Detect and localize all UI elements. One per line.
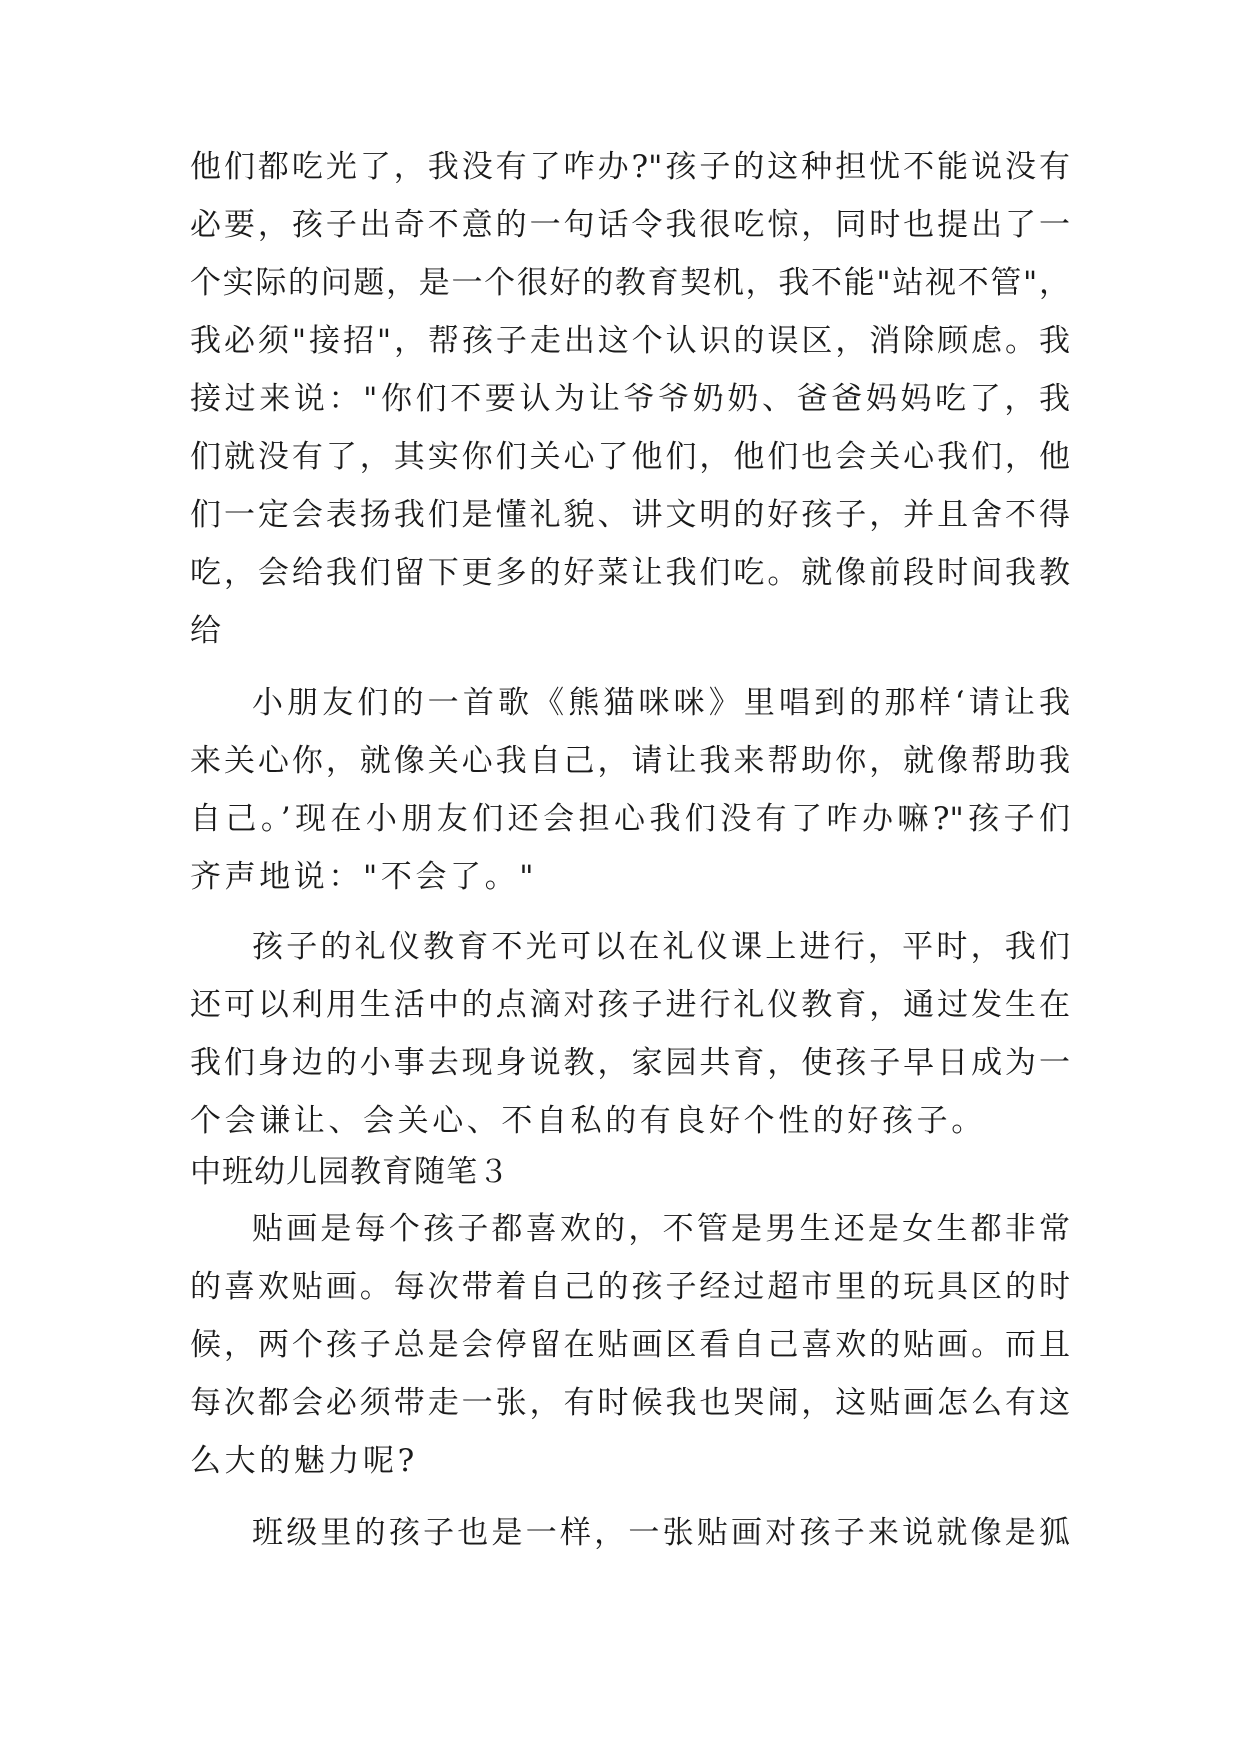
paragraph-line: 吃，会给我们留下更多的好菜让我们吃。就像前段时间我教 xyxy=(190,555,1070,591)
paragraph-line: 我们身边的小事去现身说教，家园共育，使孩子早日成为一 xyxy=(190,1045,1070,1081)
paragraph-first-line: 贴画是每个孩子都喜欢的，不管是男生还是女生都非常 xyxy=(252,1211,1070,1247)
paragraph-line: 他们都吃光了，我没有了咋办?"孩子的这种担忧不能说没有 xyxy=(190,149,1070,185)
paragraph-first-line: 小朋友们的一首歌《熊猫咪咪》里唱到的那样‘请让我 xyxy=(252,685,1070,721)
paragraph-line: 还可以利用生活中的点滴对孩子进行礼仪教育，通过发生在 xyxy=(190,987,1070,1023)
paragraph-line: 齐声地说："不会了。" xyxy=(190,859,538,895)
paragraph-line: 的喜欢贴画。每次带着自己的孩子经过超市里的玩具区的时 xyxy=(190,1269,1070,1305)
paragraph-line: 么大的魅力呢? xyxy=(190,1443,418,1479)
paragraph-line: 接过来说："你们不要认为让爷爷奶奶、爸爸妈妈吃了，我 xyxy=(190,381,1070,417)
paragraph-line: 来关心你，就像关心我自己，请让我来帮助你，就像帮助我 xyxy=(190,743,1070,779)
paragraph-first-line: 班级里的孩子也是一样，一张贴画对孩子来说就像是狐 xyxy=(252,1515,1070,1551)
paragraph-line: 个实际的问题，是一个很好的教育契机，我不能"站视不管"， xyxy=(190,265,1070,301)
section-heading: 中班幼儿园教育随笔３ xyxy=(190,1154,510,1190)
paragraph-line: 们就没有了，其实你们关心了他们，他们也会关心我们，他 xyxy=(190,439,1070,475)
paragraph-line: 给 xyxy=(190,613,225,649)
paragraph-line: 我必须"接招"，帮孩子走出这个认识的误区，消除顾虑。我 xyxy=(190,323,1070,359)
paragraph-line: 必要，孩子出奇不意的一句话令我很吃惊，同时也提出了一 xyxy=(190,207,1070,243)
paragraph-line: 每次都会必须带走一张，有时候我也哭闹，这贴画怎么有这 xyxy=(190,1385,1070,1421)
paragraph-line: 们一定会表扬我们是懂礼貌、讲文明的好孩子，并且舍不得 xyxy=(190,497,1070,533)
paragraph-first-line: 孩子的礼仪教育不光可以在礼仪课上进行，平时，我们 xyxy=(252,929,1070,965)
paragraph-line: 自己。’现在小朋友们还会担心我们没有了咋办嘛?"孩子们 xyxy=(190,801,1070,837)
paragraph-line: 候，两个孩子总是会停留在贴画区看自己喜欢的贴画。而且 xyxy=(190,1327,1070,1363)
paragraph-line: 个会谦让、会关心、不自私的有良好个性的好孩子。 xyxy=(190,1103,986,1139)
